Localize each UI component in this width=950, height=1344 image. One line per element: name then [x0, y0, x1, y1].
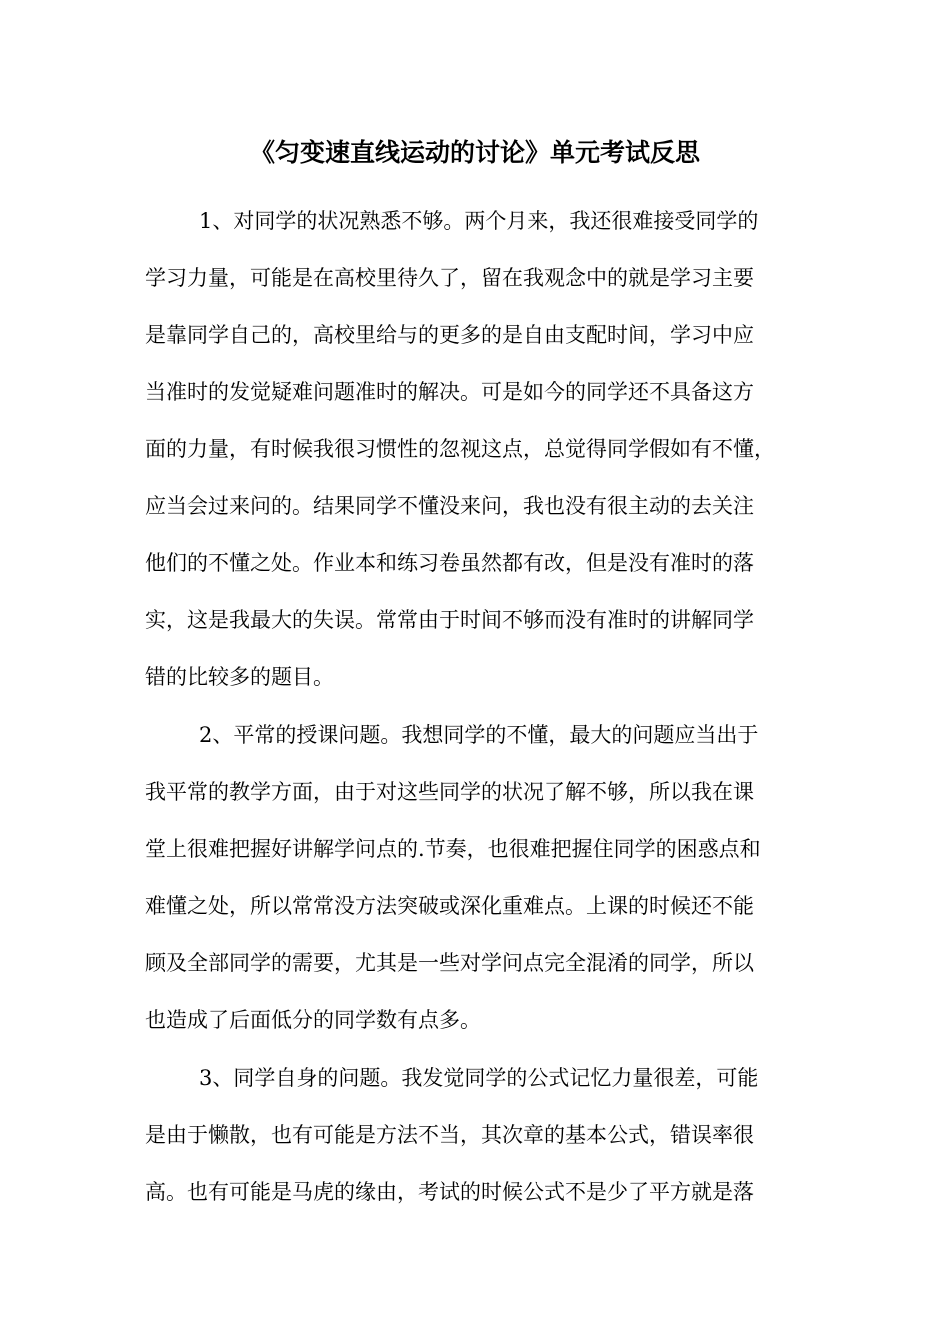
paragraph-1-line: 应当会过来问的。结果同学不懂没来问，我也没有很主动的去关注 [145, 494, 754, 518]
paragraph-1-line: 实，这是我最大的失误。常常由于时间不够而没有准时的讲解同学 [145, 608, 754, 632]
paragraph-2-line: 也造成了后面低分的同学数有点多。 [145, 1008, 481, 1032]
paragraph-2-line: 顾及全部同学的需要，尤其是一些对学问点完全混淆的同学，所以 [145, 951, 754, 975]
paragraph-1-line: 学习力量，可能是在高校里待久了，留在我观念中的就是学习主要 [145, 266, 754, 290]
document-title: 《匀变速直线运动的讨论》单元考试反思 [249, 138, 700, 167]
paragraph-2-line: 堂上很难把握好讲解学问点的.节奏，也很难把握住同学的困惑点和 [145, 837, 761, 861]
paragraph-3-line: 是由于懒散，也有可能是方法不当，其次章的基本公式，错误率很 [145, 1123, 754, 1147]
paragraph-1-line: 当准时的发觉疑难问题准时的解决。可是如今的同学还不具备这方 [145, 380, 754, 404]
paragraph-1-line: 1、对同学的状况熟悉不够。两个月来，我还很难接受同学的 [199, 209, 759, 233]
paragraph-1-line: 面的力量，有时候我很习惯性的忽视这点，总觉得同学假如有不懂， [145, 437, 775, 461]
paragraph-1-line: 他们的不懂之处。作业本和练习卷虽然都有改，但是没有准时的落 [145, 551, 754, 575]
paragraph-3-line: 3、同学自身的问题。我发觉同学的公式记忆力量很差，可能 [199, 1066, 759, 1090]
paragraph-1-line: 错的比较多的题目。 [145, 665, 334, 689]
paragraph-2-line: 2、平常的授课问题。我想同学的不懂，最大的问题应当出于 [199, 723, 759, 747]
paragraph-1-line: 是靠同学自己的，高校里给与的更多的是自由支配时间，学习中应 [145, 323, 754, 347]
paragraph-2-line: 我平常的教学方面，由于对这些同学的状况了解不够，所以我在课 [145, 780, 754, 804]
paragraph-3-line: 高。也有可能是马虎的缘由，考试的时候公式不是少了平方就是落 [145, 1180, 754, 1204]
paragraph-2-line: 难懂之处，所以常常没方法突破或深化重难点。上课的时候还不能 [145, 894, 754, 918]
